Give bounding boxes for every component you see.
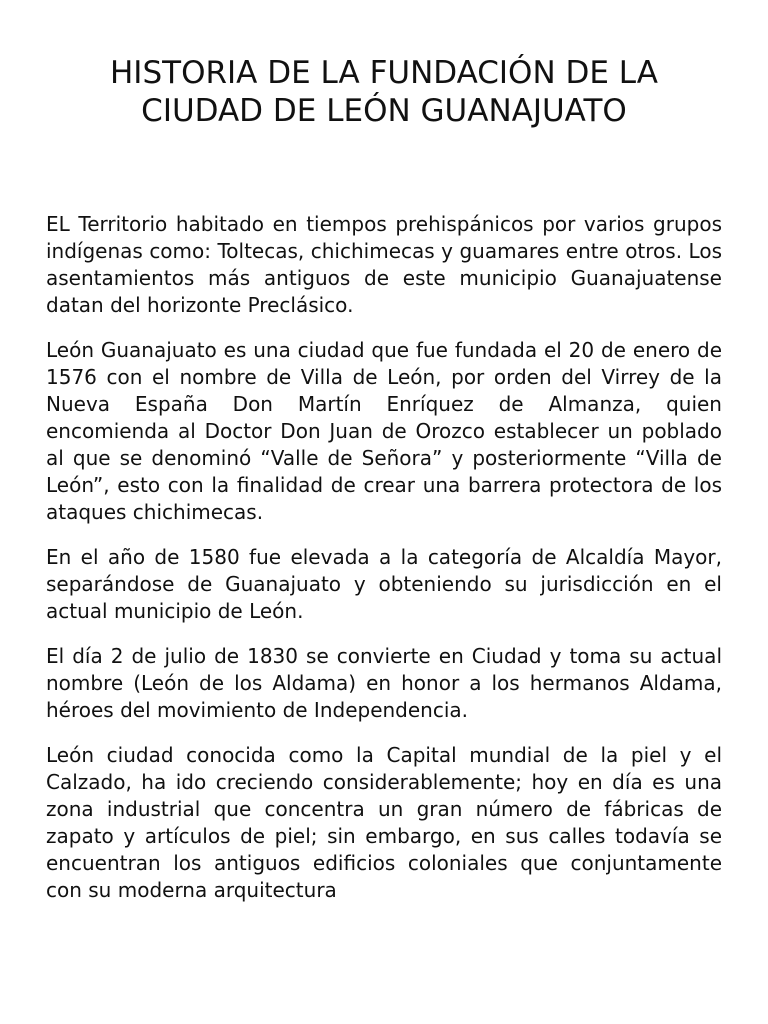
document-body xyxy=(46,211,722,922)
paragraph-alcaldia-mayor: En el año de 1580 fue elevada a la categoría de Alcaldía Mayor, separándose de Guanajuato y obteniendo su jurisdicción en el actual municipio de León. xyxy=(46,545,722,623)
paragraph-city-status: El día 2 de julio de 1830 se convierte en Ciudad y toma su actual nombre (León de los Aldama) en honor a los hermanos Aldama, héroes del movimiento de Independencia. xyxy=(46,644,722,722)
paragraph-city-founding: León Guanajuato es una ciudad que fue fundada el 20 de enero de 1576 con el nombre de Villa de León, por orden del Virrey de la Nueva España Don Martín Enríquez de Almanza, quien encomienda al Doctor Don Juan de Orozco establecer un poblado al que se denominó “Valle de Señora” y posteriormente “Villa de León”, esto con la finalidad de crear una barrera protectora de los ataques chichimecas. xyxy=(46,338,722,524)
document-title xyxy=(40,54,728,130)
paragraph-leather-capital: León ciudad conocida como la Capital mundial de la piel y el Calzado, ha ido creciendo considerablemente; hoy en día es una zona industrial que concentra un gran número de fábricas de zapato y artículos de piel; sin embargo, en sus calles todavía se encuentran los antiguos edificios coloniales que conjuntamente con su moderna arquitectura xyxy=(46,743,722,902)
document-title-line-1: HISTORIA DE LA FUNDACIÓN DE LA xyxy=(110,55,658,91)
paragraph-prehispanic-territory: EL Territorio habitado en tiempos prehispánicos por varios grupos indígenas como: Toltecas, chichimecas y guamares entre otros. Los asentamientos más antiguos de este municipio Guanajuatense datan del horizonte Preclásico. xyxy=(46,212,722,317)
document-title-line-2: CIUDAD DE LEÓN GUANAJUATO xyxy=(141,93,627,129)
